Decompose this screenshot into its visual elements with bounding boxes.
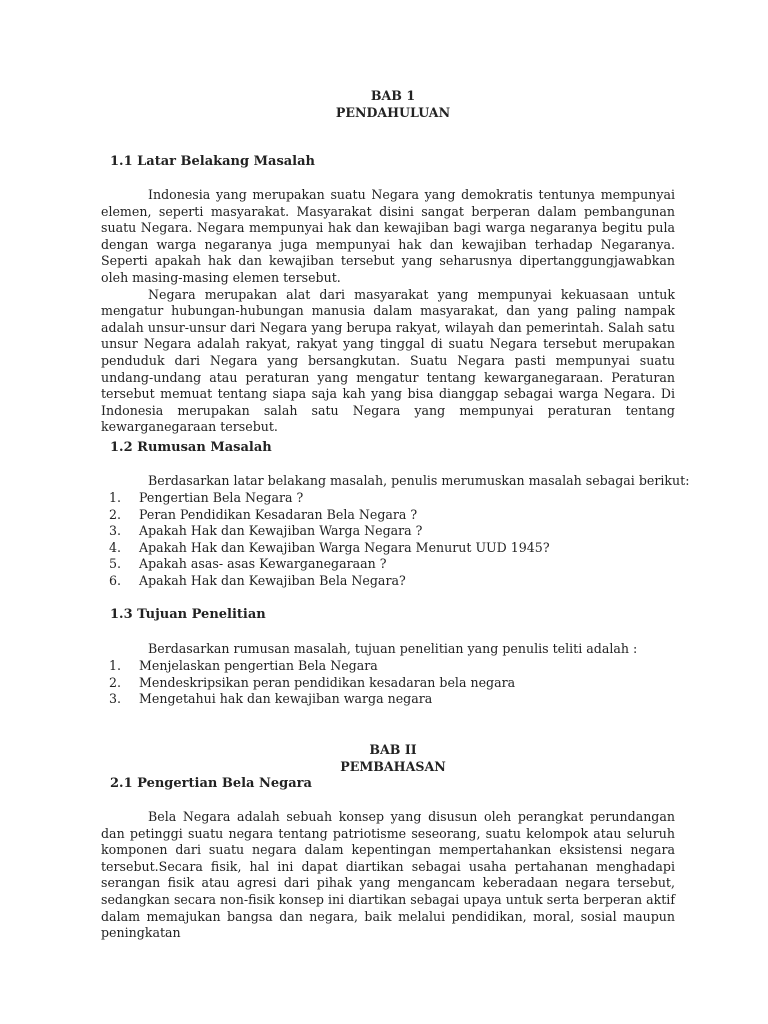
list-number: 4. xyxy=(109,539,122,555)
list-item xyxy=(109,675,515,692)
list-item xyxy=(109,573,550,590)
section-1-2-heading: 1.2 Rumusan Masalah xyxy=(110,440,272,455)
list-text: Peran Pendidikan Kesadaran Bela Negara ? xyxy=(139,506,418,522)
list-number: 2. xyxy=(109,674,122,690)
objective-list xyxy=(109,658,515,708)
list-text: Mengetahui hak dan kewajiban warga negara xyxy=(139,691,433,707)
list-number: 1. xyxy=(109,658,122,673)
list-number: 6. xyxy=(109,572,122,588)
section-2-1-body xyxy=(101,809,675,942)
bab2-title: BAB II xyxy=(369,742,417,757)
section-1-1-heading: 1.1 Latar Belakang Masalah xyxy=(110,154,315,169)
list-number: 1. xyxy=(109,490,122,505)
problem-list xyxy=(109,490,550,590)
list-item xyxy=(109,490,550,507)
list-text: Apakah Hak dan Kewajiban Warga Negara Menurut UUD 1945? xyxy=(139,539,550,555)
paragraph: Negara merupakan alat dari masyarakat yang mempunyai kekuasaan untuk mengatur hubungan-hubungan manusia dalam masyarakat, dan yang paling nampak adalah unsur-unsur dari Negara yang berupa rakyat, wilayah dan pemerintah. Salah satu unsur Negara adalah rakyat, rakyat yang tinggal di suatu Negara tersebut merupakan penduduk dari Negara yang bersangkutan. Suatu Negara pasti mempunyai suatu undang-undang atau peraturan yang mengatur tentang kewarganegaraan. Peraturan tersebut memuat tentang siapa saja kah yang bisa dianggap sebagai warga Negara. Di Indonesia merupakan salah satu Negara yang mempunyai peraturan tentang kewarganegaraan tersebut. xyxy=(101,286,675,435)
list-item xyxy=(109,507,550,524)
list-text: Apakah asas- asas Kewarganegaraan ? xyxy=(139,556,387,572)
list-text: Pengertian Bela Negara ? xyxy=(139,490,304,505)
list-item xyxy=(109,691,515,708)
list-item xyxy=(109,523,550,540)
section-1-3-heading: 1.3 Tujuan Penelitian xyxy=(110,607,266,622)
list-number: 3. xyxy=(109,523,122,539)
bab1-title: BAB 1 xyxy=(370,88,416,103)
list-text: Apakah Hak dan Kewajiban Warga Negara ? xyxy=(139,523,423,539)
list-item xyxy=(109,540,550,557)
list-item xyxy=(109,556,550,573)
section-1-3-intro: Berdasarkan rumusan masalah, tujuan penelitian yang penulis teliti adalah : xyxy=(148,641,638,656)
bab1-header xyxy=(0,88,768,121)
bab2-subtitle: PEMBAHASAN xyxy=(340,758,446,774)
section-1-1-body xyxy=(101,187,675,436)
list-text: Menjelaskan pengertian Bela Negara xyxy=(139,658,378,673)
list-number: 5. xyxy=(109,556,122,572)
list-text: Mendeskripsikan peran pendidikan kesadaran bela negara xyxy=(139,674,516,690)
bab2-header xyxy=(0,742,768,775)
list-number: 2. xyxy=(109,506,122,522)
paragraph: Indonesia yang merupakan suatu Negara yang demokratis tentunya mempunyai elemen, seperti masyarakat. Masyarakat disini sangat berperan dalam pembangunan suatu Negara. Negara mempunyai hak dan kewajiban bagi warga negaranya begitu pula dengan warga negaranya juga mempunyai hak dan kewajiban terhadap Negaranya. Seperti apakah hak dan kewajiban tersebut yang seharusnya dipertanggungjawabkan oleh masing-masing elemen tersebut. xyxy=(101,187,675,285)
bab1-subtitle: PENDAHULUAN xyxy=(335,104,451,120)
section-2-1-heading: 2.1 Pengertian Bela Negara xyxy=(110,776,312,791)
paragraph: Bela Negara adalah sebuah konsep yang disusun oleh perangkat perundangan dan petinggi suatu negara tentang patriotisme seseorang, suatu kelompok atau seluruh komponen dari suatu negara dalam kepentingan mempertahankan eksistensi negara tersebut.Secara fisik, hal ini dapat diartikan sebagai usaha pertahanan menghadapi serangan fisik atau agresi dari pihak yang mengancam keberadaan negara tersebut, sedangkan secara non-fisik konsep ini diartikan sebagai upaya untuk serta berperan aktif dalam memajukan bangsa dan negara, baik melalui pendidikan, moral, sosial maupun peningkatan xyxy=(101,809,675,941)
section-1-2-intro: Berdasarkan latar belakang masalah, penulis merumuskan masalah sebagai berikut: xyxy=(148,473,690,488)
list-number: 3. xyxy=(109,691,122,707)
list-text: Apakah Hak dan Kewajiban Bela Negara? xyxy=(139,572,406,588)
list-item xyxy=(109,658,515,675)
